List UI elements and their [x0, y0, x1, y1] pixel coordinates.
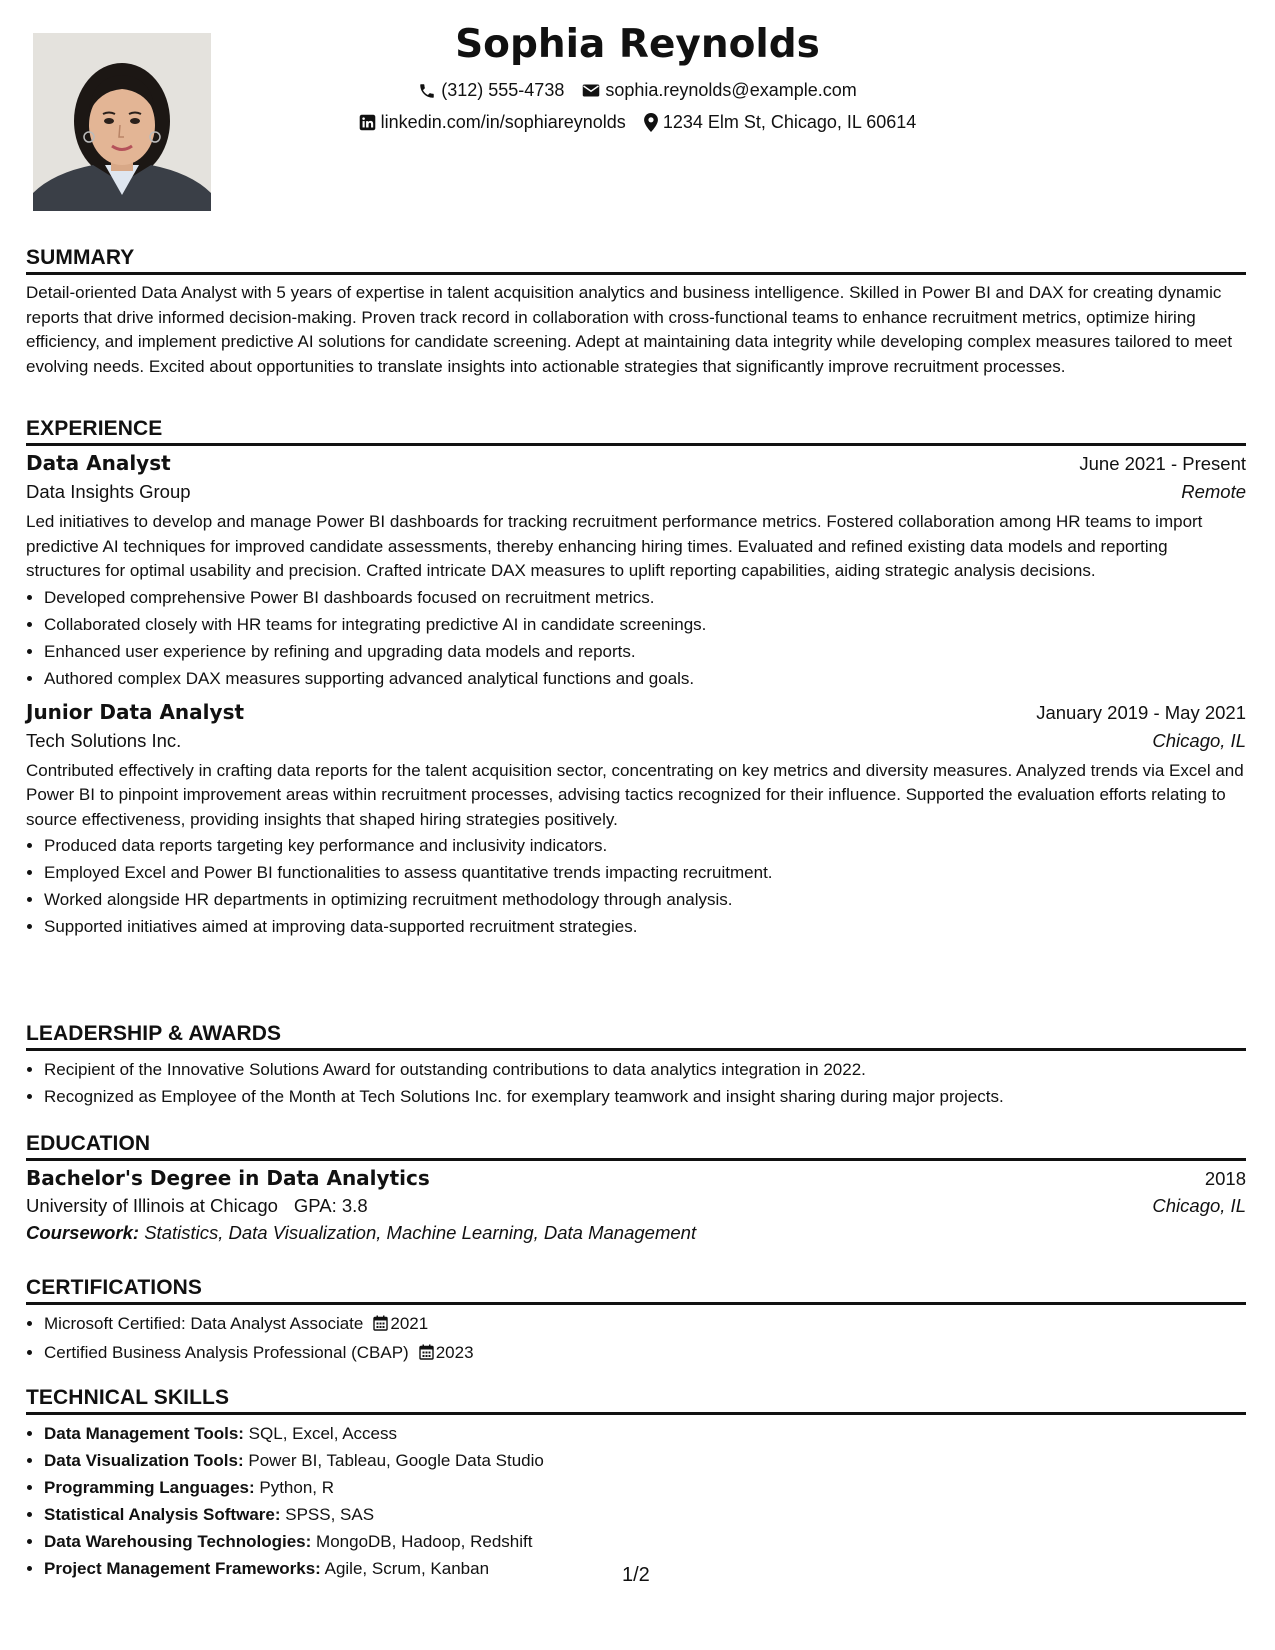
school-location: Chicago, IL [1152, 1195, 1246, 1216]
linkedin-text: linkedin.com/in/sophiareynolds [380, 112, 626, 132]
degree-row [26, 1166, 1246, 1190]
certification-name: Microsoft Certified: Data Analyst Associate [44, 1314, 364, 1333]
envelope-icon [582, 83, 600, 98]
summary-section [26, 246, 1246, 379]
list-item: • Worked alongside HR departments in optimizing recruitment methodology through analysis. [44, 886, 1246, 913]
coursework-line [26, 1222, 1246, 1244]
job-entry [26, 700, 1246, 941]
job-description: Led initiatives to develop and manage Power BI dashboards for tracking recruitment performance metrics. Fostered collaboration among HR teams to import predictive AI techniques for improved candidate assessments, thereby enhancing hiring times. Evaluated and refined existing data models and reporting structures for optimal usability and precision. Crafted intricate DAX measures to uplift reporting capabilities, aiding strategic analysis decisions. [26, 512, 1203, 580]
calendar-icon [419, 1341, 434, 1368]
job-entry [26, 451, 1246, 692]
list-item: • Collaborated closely with HR teams for integrating predictive AI in candidate screenings. [44, 611, 1246, 638]
school-name: University of Illinois at Chicago [26, 1195, 278, 1216]
phone-contact[interactable] [418, 80, 564, 101]
job-bullets [26, 584, 1246, 692]
skill-label: Statistical Analysis Software: [44, 1505, 281, 1524]
list-item: • Authored complex DAX measures supporting advanced analytical functions and goals. [44, 665, 1246, 692]
linkedin-contact[interactable] [359, 112, 626, 133]
skills-list [26, 1420, 1246, 1582]
list-item: • Produced data reports targeting key performance and inclusivity indicators. [44, 832, 1246, 859]
list-item [44, 1339, 1246, 1368]
coursework-label: Coursework: [26, 1222, 140, 1243]
list-item: • Employed Excel and Power BI functionalities to assess quantitative trends impacting recruitment. [44, 859, 1246, 886]
email-text: sophia.reynolds@example.com [605, 80, 857, 100]
certification-name: Certified Business Analysis Professional (CBAP) [44, 1343, 409, 1362]
summary-heading: SUMMARY [26, 246, 1246, 275]
skill-label: Data Visualization Tools: [44, 1451, 244, 1470]
calendar-icon [373, 1312, 388, 1339]
summary-text: Detail-oriented Data Analyst with 5 years of expertise in talent acquisition analytics and business intelligence. Skilled in Power BI and DAX for creating dynamic reports that drive informed decision-making. Proven track record in collaboration with cross-functional teams to enhance recruitment metrics, optimize hiring efficiency, and implement predictive AI solutions for candidate screening. Adept at maintaining data integrity while developing complex measures tailored to meet evolving needs. Excited about opportunities to translate insights into actionable strategies that significantly improve recruitment processes. [26, 283, 1233, 376]
education-section [26, 1132, 1246, 1244]
certification-year: 2021 [390, 1314, 429, 1333]
page-number: 1/2 [622, 1564, 650, 1586]
coursework-list: Statistics, Data Visualization, Machine Learning, Data Management [144, 1222, 697, 1243]
list-item [44, 1420, 1246, 1447]
address-text: 1234 Elm St, Chicago, IL 60614 [662, 112, 917, 132]
phone-icon [418, 82, 436, 100]
certifications-list [26, 1310, 1246, 1368]
certification-year: 2023 [435, 1343, 474, 1362]
job-company-row [26, 730, 1246, 752]
linkedin-icon [359, 114, 376, 131]
skill-value: Python, R [259, 1478, 335, 1497]
skill-value: Power BI, Tableau, Google Data Studio [248, 1451, 544, 1470]
skill-value: SPSS, SAS [285, 1505, 375, 1524]
graduation-year: 2018 [1204, 1168, 1246, 1189]
awards-list [26, 1056, 1246, 1110]
certifications-section [26, 1276, 1246, 1368]
skill-value: SQL, Excel, Access [248, 1424, 398, 1443]
school-row [26, 1195, 1246, 1217]
job-location: Remote [1181, 481, 1246, 502]
email-contact[interactable] [582, 80, 856, 101]
job-header-row [26, 700, 1246, 724]
list-item: • Enhanced user experience by refining and upgrading data models and reports. [44, 638, 1246, 665]
experience-heading: EXPERIENCE [26, 417, 1246, 446]
job-description: Contributed effectively in crafting data reports for the talent acquisition sector, concentrating on key metrics and diversity measures. Analyzed trends via Excel and Power BI to pinpoint improvement areas within recruitment processes, advising tactics recognized for their influence. Supported the evaluation efforts relating to source effectiveness, providing insights that shaped hiring strategies positively. [26, 760, 1244, 829]
address-contact [644, 112, 917, 133]
list-item: • Recognized as Employee of the Month at Tech Solutions Inc. for exemplary teamwork and insight sharing during major projects. [44, 1083, 1246, 1110]
phone-text: (312) 555-4738 [441, 80, 565, 100]
experience-section [26, 417, 1246, 940]
list-item: • Supported initiatives aimed at improving data-supported recruitment strategies. [44, 913, 1246, 940]
skill-value: Agile, Scrum, Kanban [324, 1559, 490, 1578]
skill-label: Project Management Frameworks: [44, 1559, 321, 1578]
list-item [44, 1447, 1246, 1474]
gpa: GPA: 3.8 [293, 1195, 368, 1216]
job-location: Chicago, IL [1152, 729, 1246, 751]
education-heading: EDUCATION [26, 1132, 1246, 1161]
job-title: Junior Data Analyst [26, 699, 245, 724]
skills-heading: TECHNICAL SKILLS [26, 1386, 1246, 1415]
leadership-heading: LEADERSHIP & AWARDS [26, 1022, 1246, 1051]
job-company: Data Insights Group [26, 481, 191, 502]
job-dates: June 2021 - Present [1079, 453, 1246, 474]
job-title: Data Analyst [26, 451, 171, 475]
job-company-row [26, 481, 1246, 503]
school-info [26, 1195, 368, 1217]
certifications-heading: CERTIFICATIONS [26, 1276, 1246, 1305]
list-item [44, 1528, 1246, 1555]
list-item: • Recipient of the Innovative Solutions Award for outstanding contributions to data analytics integration in 2022. [44, 1056, 1246, 1083]
list-item [44, 1310, 1246, 1339]
degree-title: Bachelor's Degree in Data Analytics [26, 1166, 430, 1190]
skill-label: Data Management Tools: [44, 1424, 244, 1443]
list-item [44, 1501, 1246, 1528]
skill-label: Data Warehousing Technologies: [44, 1532, 312, 1551]
job-bullets [26, 832, 1246, 940]
skill-label: Programming Languages: [44, 1478, 255, 1497]
job-header-row [26, 451, 1246, 475]
leadership-section [26, 1022, 1246, 1110]
job-company: Tech Solutions Inc. [26, 729, 182, 751]
map-pin-icon [644, 113, 658, 132]
contact-line-1 [0, 80, 1275, 101]
list-item [44, 1474, 1246, 1501]
skill-value: MongoDB, Hadoop, Redshift [316, 1532, 533, 1551]
skills-section [26, 1386, 1246, 1582]
candidate-name: Sophia Reynolds [455, 22, 820, 67]
contact-line-2 [54, 112, 1221, 133]
job-dates: January 2019 - May 2021 [1036, 701, 1246, 723]
list-item: • Developed comprehensive Power BI dashboards focused on recruitment metrics. [44, 584, 1246, 611]
